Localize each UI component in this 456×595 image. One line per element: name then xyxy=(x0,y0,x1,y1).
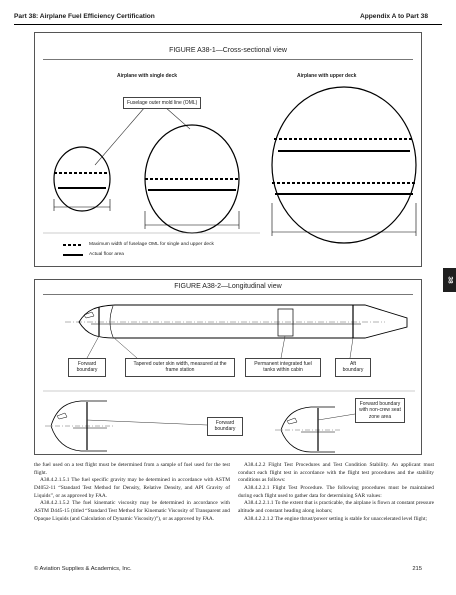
callout-fuel-tanks: Permanent integrated fuel tanks within cabin xyxy=(245,358,321,377)
body-paragraph: A38.4.2.2.1.2 The engine thrust/power setting is stable for unaccelerated level flight; xyxy=(244,515,427,522)
dashed-line-swatch xyxy=(63,244,83,246)
nose-detail-left xyxy=(45,401,207,451)
figure-a38-2 xyxy=(34,279,422,455)
solid-line-swatch xyxy=(63,254,83,256)
single-deck-label: Airplane with single deck xyxy=(117,73,178,79)
cabin-fuel-tank xyxy=(278,309,293,336)
body-left-column xyxy=(34,462,230,523)
medium-fuselage-section xyxy=(145,125,239,233)
legend-dashed-label: Maximum width of fuselage OML for single and upper deck xyxy=(89,242,214,247)
small-fuselage-section xyxy=(54,147,110,211)
body-right-column xyxy=(238,462,434,523)
body-paragraph: A38.4.2.2.1 Flight Test Procedure. The following procedures must be maintained during each flight used to gather data for determining SAR values: xyxy=(238,485,434,499)
callout-aft-boundary: Aft boundary xyxy=(335,358,371,377)
oml-callout: Fuselage outer mold line (OML) xyxy=(123,97,201,109)
body-paragraph: the fuel used on a test flight must be determined from a sample of fuel used for the test flight. xyxy=(34,462,230,476)
callout-forward-boundary: Forward boundary xyxy=(68,358,106,377)
part-side-tab xyxy=(443,268,456,292)
page-header-right: Appendix A to Part 38 xyxy=(359,13,428,20)
header-rule xyxy=(14,24,442,25)
figure2-title: FIGURE A38-2—Longitudinal view xyxy=(174,283,282,290)
detail-callout-forward-boundary: Forward boundary xyxy=(207,417,243,436)
body-paragraph: A38.4.2.2.1.1 To the extent that is practicable, the airplane is flown at constant pressure altitude and constant heading along isobars; xyxy=(238,500,434,515)
cross-section-diagram xyxy=(35,33,423,268)
side-tab-label: 38 xyxy=(446,276,453,284)
callout-tapered-skin: Tapered outer skin width, measured at the frame station xyxy=(125,358,235,377)
legend-dashed-row xyxy=(63,242,214,247)
legend-solid-row xyxy=(63,252,124,257)
figure1-title: FIGURE A38-1—Cross-sectional view xyxy=(169,47,287,54)
body-paragraph: A38.4.2.1.5.1 The fuel specific gravity may be determined in accordance with ASTM D4052-11 “Standard Test Method for Density, Relative Density, and API Gravity of Liquids”, or as approved by FAA. xyxy=(34,477,230,499)
figure-a38-1 xyxy=(34,32,422,267)
footer-copyright: © Aviation Supplies & Academics, Inc. xyxy=(34,566,132,572)
page-header-left: Part 38: Airplane Fuel Efficiency Certification xyxy=(14,13,155,20)
legend-solid-label: Actual floor area xyxy=(89,252,124,257)
nose-detail-right xyxy=(275,407,355,452)
upper-deck-label: Airplane with upper deck xyxy=(297,73,357,79)
fuselage-outline xyxy=(79,305,407,338)
detail-callout-non-crew-seat-zone: Forward boundary with non-crew seat zone area xyxy=(355,398,405,423)
upper-deck-fuselage-section xyxy=(272,87,416,243)
footer-page-number: 215 xyxy=(412,566,422,572)
body-paragraph: A38.4.2.1.5.2 The fuel kinematic viscosity may be determined in accordance with ASTM D445-15 (titled “Standard Test Method for Kinematic Viscosity of Transparent and Opaque Liquids (and Calculation of Dynamic Viscosity)”), or as approved by FAA. xyxy=(34,500,230,522)
body-paragraph: A38.4.2.2 Flight Test Procedures and Test Condition Stability. An applicant must conduct each flight test in accordance with the flight test procedures and the stability conditions as follows: xyxy=(238,462,434,484)
